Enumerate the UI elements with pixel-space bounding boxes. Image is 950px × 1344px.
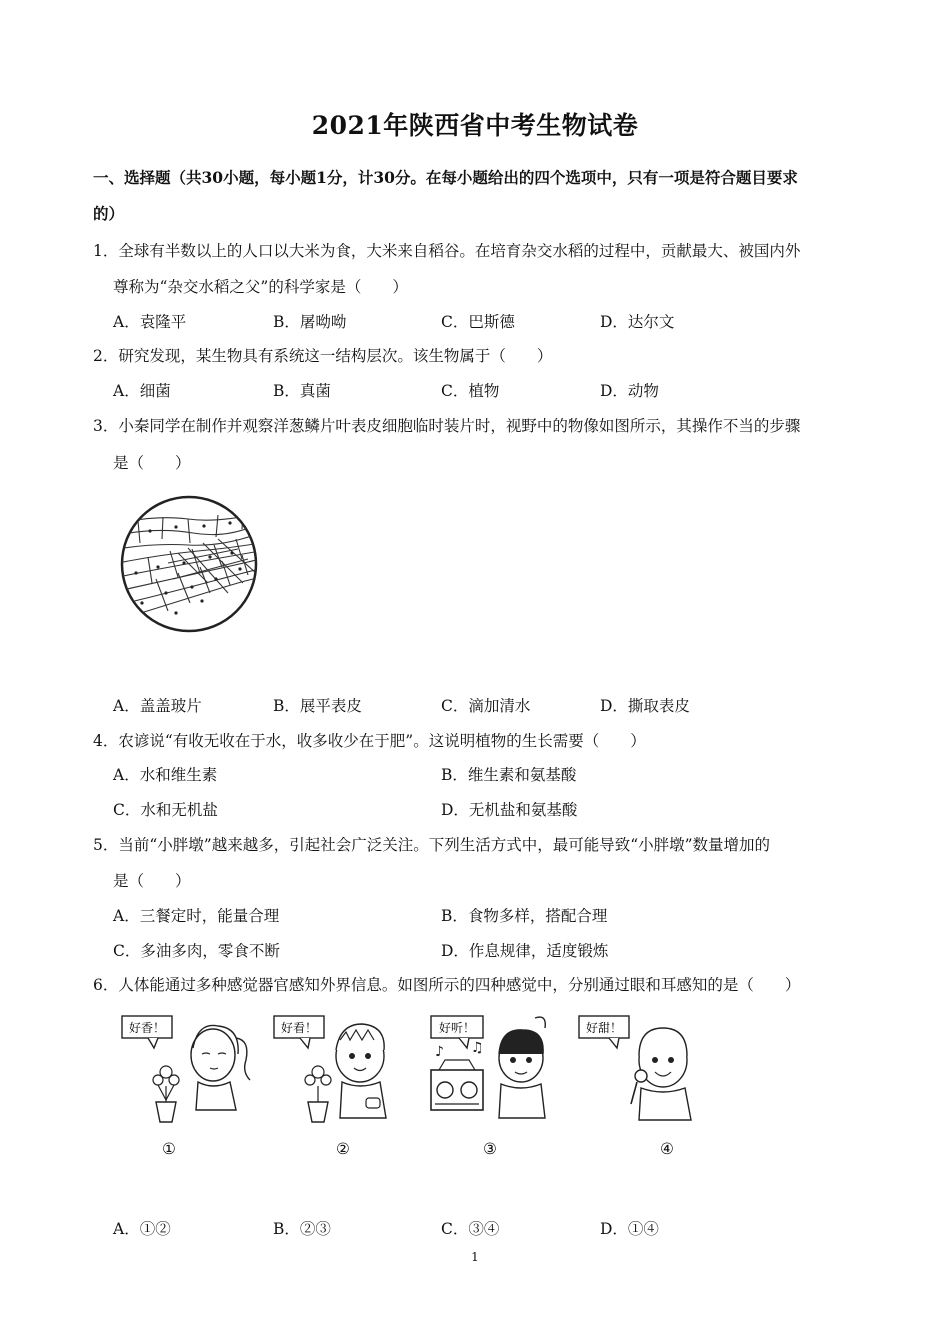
q6-option-c: C．③④	[441, 1220, 500, 1238]
question-5-stem-cont: 是（ ）	[113, 872, 191, 890]
q5-option-a: A．三餐定时，能量合理	[113, 907, 280, 925]
q6-option-d: D．①④	[600, 1220, 659, 1238]
svg-text:♫: ♫	[471, 1040, 484, 1056]
senses-figure-3	[425, 1008, 560, 1140]
bubble-text-4: 好甜！	[585, 1021, 623, 1035]
bubble-text-2: 好看！	[280, 1021, 318, 1035]
figure-label-3: ③	[483, 1140, 497, 1158]
q4-option-d: D．无机盐和氨基酸	[441, 801, 578, 819]
question-2-stem: 2．研究发现，某生物具有系统这一结构层次。该生物属于（ ）	[93, 347, 553, 365]
microscope-field-figure	[118, 493, 260, 635]
bubble-text-3: 好听！	[438, 1021, 476, 1035]
figure-label-4: ④	[660, 1140, 674, 1158]
figure-label-2: ②	[336, 1140, 350, 1158]
q4-option-c: C．水和无机盐	[113, 801, 218, 819]
q6-option-a: A．①②	[113, 1220, 171, 1238]
section-heading-line1: 一、选择题（共30小题，每小题1分，计30分。在每小题给出的四个选项中，只有一项是符合题目要求	[93, 168, 798, 187]
q2-option-d: D．动物	[600, 382, 659, 400]
q1-option-b: B．屠呦呦	[273, 313, 347, 331]
question-1-stem: 1．全球有半数以上的人口以大米为食，大米来自稻谷。在培育杂交水稻的过程中，贡献最大、被国内外	[93, 242, 801, 260]
q4-option-a: A．水和维生素	[113, 766, 218, 784]
question-6-stem: 6．人体能通过多种感觉器官感知外界信息。如图所示的四种感觉中，分别通过眼和耳感知的是（ ）	[93, 976, 801, 994]
q2-option-a: A．细菌	[113, 382, 171, 400]
page-title: 2021年陕西省中考生物试卷	[311, 111, 639, 140]
bubble-text-1: 好香！	[128, 1021, 166, 1035]
q5-option-b: B．食物多样，搭配合理	[441, 907, 608, 925]
q1-option-a: A．袁隆平	[113, 313, 187, 331]
question-3-stem: 3．小秦同学在制作并观察洋葱鳞片叶表皮细胞临时装片时，视野中的物像如图所示，其操作不当的步骤	[93, 417, 801, 435]
q6-option-b: B．②③	[273, 1220, 331, 1238]
q1-option-d: D．达尔文	[600, 313, 675, 331]
senses-figure-4	[575, 1010, 705, 1140]
section-heading-line2: 的）	[93, 204, 125, 223]
svg-text:♪: ♪	[435, 1044, 444, 1060]
question-1-stem-cont: 尊称为“杂交水稻之父”的科学家是（ ）	[113, 278, 408, 296]
question-4-stem: 4．农谚说“有收无收在于水，收多收少在于肥”。这说明植物的生长需要（ ）	[93, 732, 646, 750]
senses-figure-1	[118, 1010, 258, 1140]
q5-option-c: C．多油多肉，零食不断	[113, 942, 280, 960]
q3-option-c: C．滴加清水	[441, 697, 531, 715]
q5-option-d: D．作息规律，适度锻炼	[441, 942, 609, 960]
q3-option-b: B．展平表皮	[273, 697, 362, 715]
q3-option-a: A．盖盖玻片	[113, 697, 202, 715]
senses-figure-2	[270, 1010, 410, 1140]
page-number: 1	[471, 1250, 479, 1264]
q4-option-b: B．维生素和氨基酸	[441, 766, 577, 784]
q2-option-b: B．真菌	[273, 382, 331, 400]
q2-option-c: C．植物	[441, 382, 500, 400]
figure-label-1: ①	[162, 1140, 176, 1158]
q3-option-d: D．撕取表皮	[600, 697, 690, 715]
q1-option-c: C．巴斯德	[441, 313, 515, 331]
question-3-stem-cont: 是（ ）	[113, 454, 191, 472]
question-5-stem: 5．当前“小胖墩”越来越多，引起社会广泛关注。下列生活方式中，最可能导致“小胖墩”数量增加的	[93, 836, 771, 854]
